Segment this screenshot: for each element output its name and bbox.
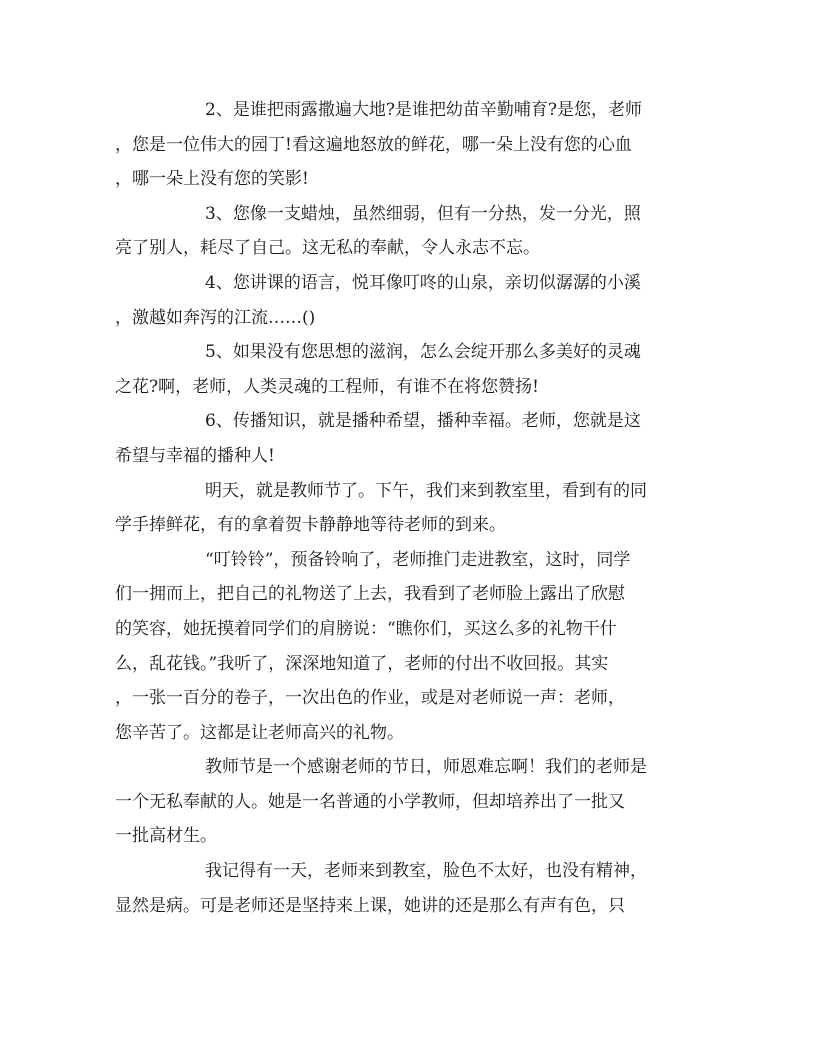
- text-line: “叮铃铃”，预备铃响了，老师推门走进教室，这时，同学: [205, 549, 631, 570]
- text-line: 6、传播知识，就是播种希望，播种幸福。老师，您就是这: [205, 411, 641, 432]
- text-line: 4、您讲课的语言，悦耳像叮咚的山泉，亲切似潺潺的小溪: [205, 272, 641, 293]
- paragraph-memory: [115, 854, 685, 923]
- text-line: 之花?啊，老师，人类灵魂的工程师，有谁不在将您赞扬!: [115, 376, 539, 397]
- text-line: 您辛苦了。这都是让老师高兴的礼物。: [115, 722, 404, 743]
- text-line: 教师节是一个感谢老师的节日，师恩难忘啊！我们的老师是: [205, 757, 647, 778]
- text-line: 明天，就是教师节了。下午，我们来到教室里，看到有的同: [205, 480, 647, 501]
- text-line: 2、是谁把雨露撒遍大地?是谁把幼苗辛勤哺育?是您，老师: [205, 100, 643, 120]
- paragraph-teachers-day: [115, 750, 685, 854]
- text-line: 希望与幸福的播种人!: [115, 445, 275, 466]
- paragraph-bell-rings: [115, 543, 685, 751]
- document-body: [115, 93, 685, 923]
- text-line: 一批高材生。: [115, 826, 217, 847]
- text-line: ，一张一百分的卷子，一次出色的作业，或是对老师说一声：老师，: [115, 688, 625, 709]
- text-line: 显然是病。可是老师还是坚持来上课，她讲的还是那么有声有色，只: [115, 895, 625, 916]
- paragraph-item-4: [115, 266, 685, 335]
- text-line: 3、您像一支蜡烛，虽然细弱，但有一分热，发一分光，照: [205, 203, 641, 224]
- paragraph-item-2: [115, 93, 685, 197]
- text-line: 的笑容，她抚摸着同学们的肩膀说：“瞧你们，买这么多的礼物干什: [115, 618, 617, 639]
- text-line: 们一拥而上，把自己的礼物送了上去，我看到了老师脸上露出了欣慰: [115, 584, 625, 605]
- text-line: 学手捧鲜花，有的拿着贺卡静静地等待老师的到来。: [115, 515, 506, 536]
- text-line: 我记得有一天，老师来到教室，脸色不太好，也没有精神，: [205, 861, 647, 882]
- paragraph-item-5: [115, 335, 685, 404]
- text-line: 5、如果没有您思想的滋润，怎么会绽开那么多美好的灵魂: [205, 342, 641, 363]
- text-line: ，您是一位伟大的园丁!看这遍地怒放的鲜花，哪一朵上没有您的心血: [115, 134, 632, 155]
- text-line: 么，乱花钱。”我听了，深深地知道了，老师的付出不收回报。其实: [115, 653, 609, 674]
- paragraph-teachers-day-eve: [115, 474, 685, 543]
- text-line: ，激越如奔泻的江流……(): [115, 307, 316, 328]
- paragraph-item-6: [115, 404, 685, 473]
- text-line: 一个无私奉献的人。她是一名普通的小学教师，但却培养出了一批又: [115, 791, 625, 812]
- paragraph-item-3: [115, 197, 685, 266]
- text-line: 亮了别人，耗尽了自己。这无私的奉献，令人永志不忘。: [115, 238, 540, 259]
- text-line: ，哪一朵上没有您的笑影!: [115, 169, 309, 190]
